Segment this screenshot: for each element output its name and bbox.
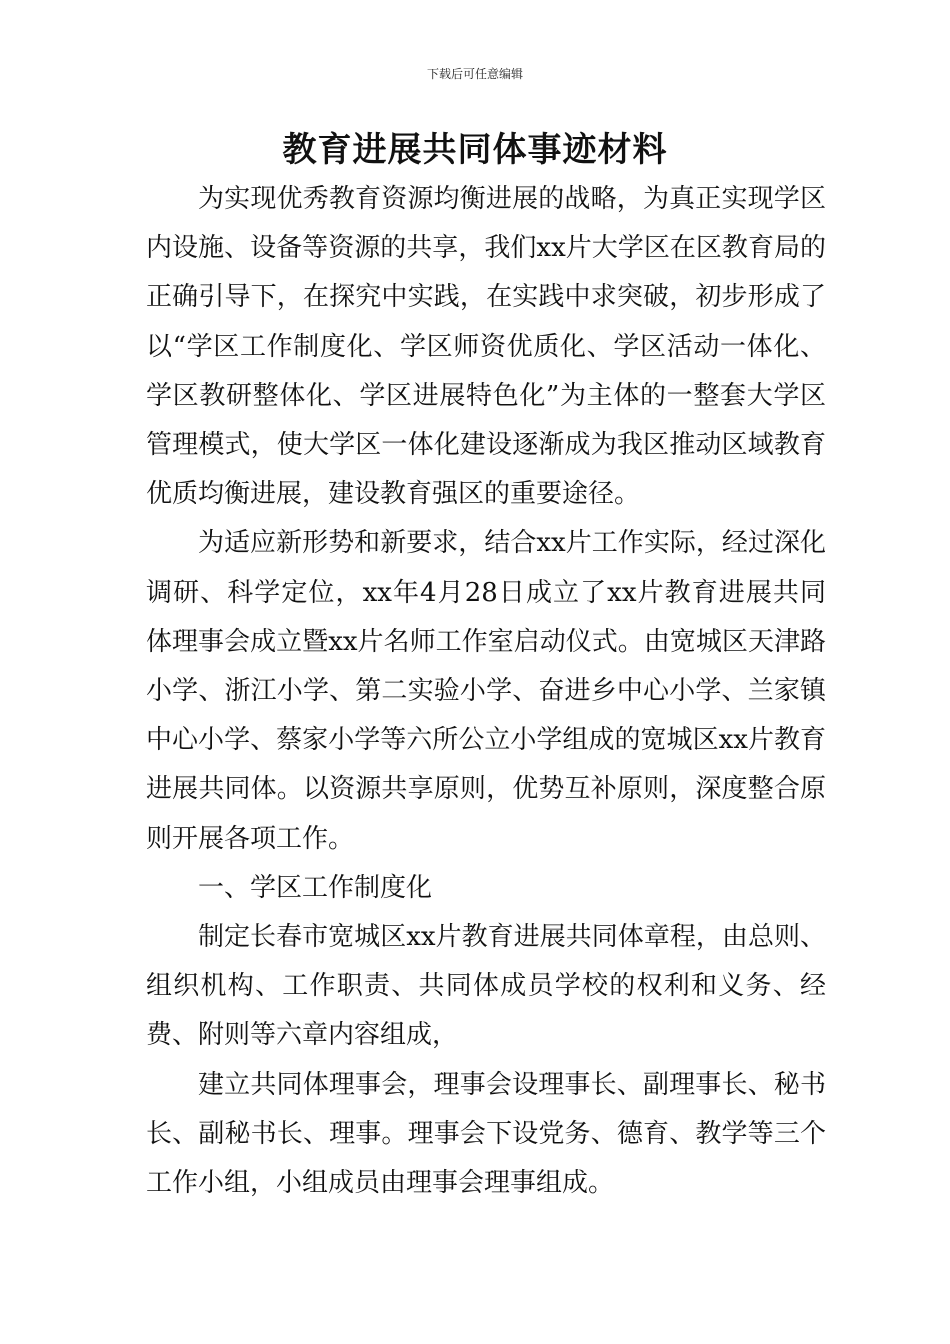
paragraph-charter: 制定长春市宽城区xx片教育进展共同体章程，由总则、组织机构、工作职责、共同体成员学校的权利和义务、经费、附则等六章内容组成， bbox=[146, 922, 826, 1051]
section-heading: 一、学区工作制度化 bbox=[198, 872, 433, 903]
document-title: 教育进展共同体事迹材料 bbox=[282, 130, 668, 170]
paragraph-background: 为适应新形势和新要求，结合xx片工作实际，经过深化调研、科学定位，xx年4月28日成立了xx片教育进展共同体理事会成立暨xx片名师工作室启动仪式。由宽城区天津路小学、浙江小学、第二实验小学、奋进乡中心小学、兰家镇中心小学、蔡家小学等六所公立小学组成的宽城区xx片教育进展共同体。以资源共享原则，优势互补原则，深度整合原则开展各项工作。 bbox=[146, 528, 826, 854]
document-body bbox=[146, 175, 826, 1208]
paragraph-intro: 为实现优秀教育资源均衡进展的战略，为真正实现学区内设施、设备等资源的共享，我们xx片大学区在区教育局的正确引导下，在探究中实践，在实践中求突破，初步形成了以“学区工作制度化、学区师资优质化、学区活动一体化、学区教研整体化、学区进展特色化”为主体的一整套大学区管理模式，使大学区一体化建设逐渐成为我区推动区域教育优质均衡进展，建设教育强区的重要途径。 bbox=[146, 184, 826, 510]
header-note: 下载后可任意编辑 bbox=[426, 67, 523, 81]
paragraph-council: 建立共同体理事会，理事会设理事长、副理事长、秘书长、副秘书长、理事。理事会下设党务、德育、教学等三个工作小组，小组成员由理事会理事组成。 bbox=[146, 1069, 826, 1199]
